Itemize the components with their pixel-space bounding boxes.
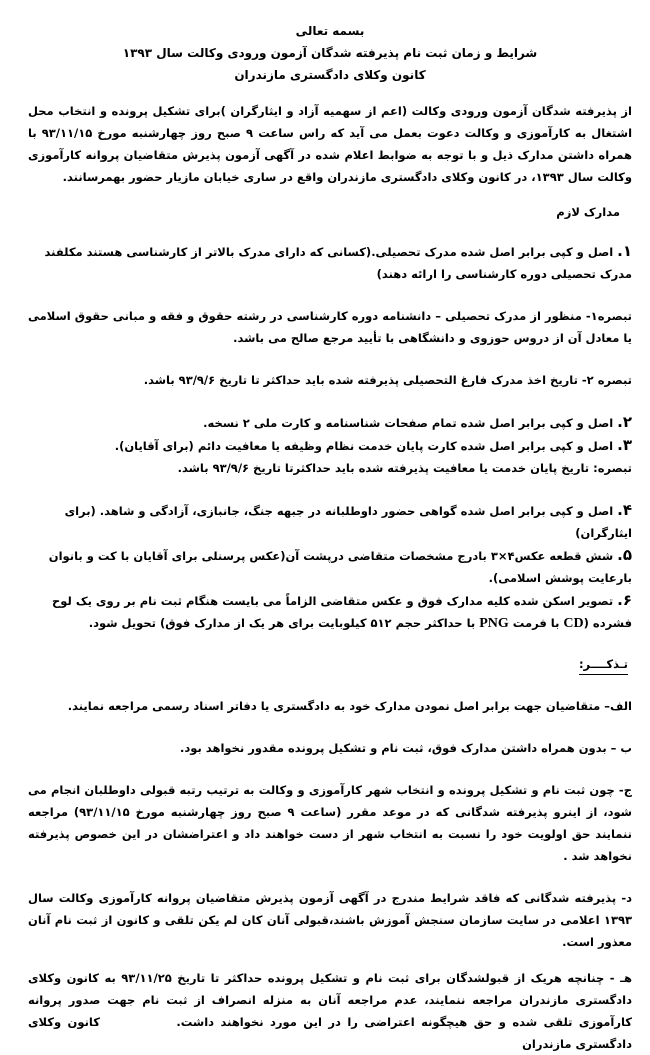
item-text: با حداکثر حجم ۵۱۲ کیلوبایت برای هر یک از مدارک فوق) تحویل شود. [88, 616, 480, 630]
doc-item-6 [28, 589, 632, 635]
doc-item-3 [28, 434, 632, 457]
reminder-alef: الف– متقاضیان جهت برابر اصل نمودن مدارک خود به دادگستری یا دفاتر اسناد رسمی مراجعه نمایند. [67, 699, 632, 713]
reminders-heading-wrap [28, 655, 632, 675]
item-number: ۵. [617, 546, 632, 564]
item-number: ۲. [617, 413, 632, 431]
document-title: شرایط و زمان ثبت نام پذیرفته شدگان آزمون ورودی وکالت سال ۱۳۹۳ [122, 46, 538, 60]
note-1: تبصره۱- منظور از مدرک تحصیلی – دانشنامه دوره کارشناسی در رشته حقوق و فقه و مبانی حقوق اسلامی یا معادل آن از دروس حوزوی و دانشگاهی با تأیید مرجع صالح می باشد. [28, 309, 632, 345]
invocation: بسمه تعالی [295, 24, 365, 38]
item-latin-cd: CD [563, 616, 584, 631]
item-number: ۱. [617, 242, 632, 260]
item-text: اصل و کپی برابر اصل شده گواهی حضور داوطلبانه در جبهه جنگ، جانبازی، آزادگی و شاهد. (برای ایثارگران) [64, 504, 632, 540]
reminder-jim: ج- چون ثبت نام و تشکیل پرونده و انتخاب شهر کارآموزی و وکالت به ترتیب رتبه قبولی داوطلبان انجام می شود، از اینرو پذیرفته شدگانی که در موعد مقرر (ساعت ۹ صبح روز چهارشنبه مورخ ۹۳/۱۱/۱۵) مراجعه ننمایند حق اولویت خود را نسبت به انتخاب شهر از دست خواهند داد و اعتراضشان در این خصوص پذیرفته نخواهد شد . [28, 783, 632, 863]
item-text: اصل و کپی برابر اصل شده تمام صفحات شناسنامه و کارت ملی ۲ نسخه. [203, 416, 614, 430]
reminder-be: ب – بدون همراه داشتن مدارک فوق، ثبت نام و تشکیل پرونده مقدور نخواهد بود. [180, 741, 632, 755]
organization-name: کانون وکلای دادگستری مازندران [234, 68, 426, 82]
reminders-heading: تـذکــــر: [579, 655, 628, 675]
signature: کانون وکلای دادگستری مازندران [28, 1015, 632, 1051]
item-text: شش قطعه عکس۴×۳ بادرج مشخصات متقاضی درپشت آن(عکس پرسنلی برای آقایان با کت و بانوان بارعایت پوشش اسلامی). [48, 549, 632, 585]
note-2: تبصره ۲- تاریخ اخذ مدرک فارغ التحصیلی پذیرفته شده باید حداکثر تا تاریخ ۹۳/۹/۶ باشد. [143, 373, 632, 387]
item-number: ۴. [617, 501, 632, 519]
required-docs-label: مدارک لازم [556, 205, 620, 219]
reminder-he [28, 967, 632, 1055]
note-3: تبصره: تاریخ پایان خدمت یا معافیت پذیرفته شده باید حداکثرتا تاریخ ۹۳/۹/۶ باشد. [177, 461, 632, 475]
announcement-document [28, 20, 632, 1055]
doc-item-4 [28, 499, 632, 544]
doc-item-2 [28, 411, 632, 434]
item-number: ۳. [617, 436, 632, 454]
item-text: اصل و کپی برابر اصل شده کارت پایان خدمت نظام وظیفه یا معافیت دائم (برای آقایان). [114, 439, 614, 453]
item-text: اصل و کپی برابر اصل شده مدرک تحصیلی.(کسانی که دارای مدرک بالاتر از کارشناسی هستند مکلفند مدرک تحصیلی دوره کارشناسی را ارائه دهند) [44, 245, 632, 281]
reminder-he-text: هـ - چنانچه هریک از قبولشدگان برای ثبت نام و تشکیل پرونده حداکثر تا تاریخ ۹۳/۱۱/۲۵ به کانون وکلای دادگستری مازندران مراجعه ننمایند، عدم مراجعه آنان به منزله انصراف از ثبت نام جهت صدور پروانه کارآموزی تلقی شده و حق هیچگونه اعتراضی را در این مورد نخواهند داشت. [28, 971, 632, 1029]
document-header [28, 20, 632, 86]
item-number: ۶. [617, 591, 632, 609]
item-text: با فرمت [508, 616, 564, 630]
intro-paragraph: از پذیرفته شدگان آزمون ورودی وکالت (اعم از سهمیه آزاد و ایثارگران )برای تشکیل پرونده و انتخاب محل اشتغال به کارآموزی و وکالت دعوت بعمل می آید که راس ساعت ۹ صبح روز چهارشنبه مورخ ۹۳/۱۱/۱۵ با همراه داشتن مدارک ذیل و با توجه به ضوابط اعلام شده در آگهی آزمون پذیرش متقاضیان پروانه کارآموزی وکالت سال ۱۳۹۳، در کانون وکلای دادگستری مازندران واقع در ساری خیابان مازیار حضور بهمرسانند. [28, 104, 633, 184]
item-latin-png: PNG [479, 616, 509, 631]
reminder-dal: د- پذیرفته شدگانی که فاقد شرایط مندرج در آگهی آزمون پذیرش متقاضیان پروانه کارآموزی وکالت سال ۱۳۹۳ اعلامی در سایت سازمان سنجش آموزش باشند،قبولی آنان کان لم یکن تلقی و کانون از ثبت نام آنان معذور است. [28, 891, 632, 949]
item-text: تصویر اسکن شده کلیه مدارک فوق و عکس متقاضی الزاماً می بایست هنگام ثبت نام بر روی یک لوح فشرده ( [52, 594, 632, 630]
doc-item-1 [28, 240, 632, 285]
doc-item-5 [28, 544, 632, 589]
